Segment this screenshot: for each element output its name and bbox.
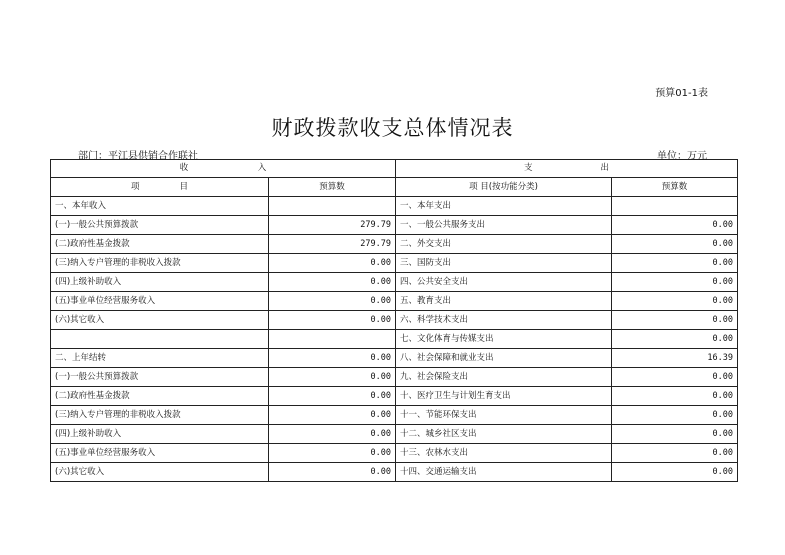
department-label: 部门：平江县供销合作联社 bbox=[78, 151, 198, 162]
expense-value-cell: 0.00 bbox=[612, 406, 738, 425]
income-item-cell: (一)一般公共预算拨款 bbox=[51, 216, 269, 235]
expense-item-cell: 十、医疗卫生与计划生育支出 bbox=[396, 387, 612, 406]
income-item-cell: (五)事业单位经营服务收入 bbox=[51, 444, 269, 463]
table-row bbox=[51, 387, 738, 406]
table-row bbox=[51, 349, 738, 368]
expense-item-cell: 十三、农林水支出 bbox=[396, 444, 612, 463]
expense-budget-header: 预算数 bbox=[612, 178, 738, 197]
expense-item-cell: 九、社会保险支出 bbox=[396, 368, 612, 387]
income-value-cell: 279.79 bbox=[269, 216, 396, 235]
expense-value-cell: 0.00 bbox=[612, 292, 738, 311]
income-item-cell: 二、上年结转 bbox=[51, 349, 269, 368]
income-item-cell: (六)其它收入 bbox=[51, 311, 269, 330]
form-code: 预算01-1表 bbox=[655, 88, 708, 99]
income-item-header bbox=[51, 178, 269, 197]
expense-item-cell: 二、外交支出 bbox=[396, 235, 612, 254]
table-row bbox=[51, 197, 738, 216]
expense-header-b: 出 bbox=[600, 163, 609, 173]
expense-item-cell: 十二、城乡社区支出 bbox=[396, 425, 612, 444]
income-item-cell bbox=[51, 330, 269, 349]
expense-item-cell: 八、社会保障和就业支出 bbox=[396, 349, 612, 368]
expense-item-header: 项 目(按功能分类) bbox=[396, 178, 612, 197]
table-row bbox=[51, 425, 738, 444]
income-value-cell: 279.79 bbox=[269, 235, 396, 254]
income-value-cell bbox=[269, 197, 396, 216]
income-value-cell: 0.00 bbox=[269, 425, 396, 444]
income-value-cell: 0.00 bbox=[269, 368, 396, 387]
expense-value-cell: 0.00 bbox=[612, 387, 738, 406]
table-row bbox=[51, 311, 738, 330]
income-item-header-b: 目 bbox=[179, 182, 189, 192]
page-title: 财政拨款收支总体情况表 bbox=[271, 116, 514, 140]
header-row-bottom bbox=[51, 178, 738, 197]
income-value-cell: 0.00 bbox=[269, 463, 396, 482]
income-header-b: 入 bbox=[257, 163, 267, 173]
expense-item-cell: 七、文化体育与传媒支出 bbox=[396, 330, 612, 349]
table-row bbox=[51, 368, 738, 387]
table-row bbox=[51, 330, 738, 349]
expense-value-cell: 0.00 bbox=[612, 368, 738, 387]
table-row bbox=[51, 254, 738, 273]
budget-table bbox=[50, 159, 738, 482]
expense-item-cell: 十一、节能环保支出 bbox=[396, 406, 612, 425]
income-value-cell: 0.00 bbox=[269, 444, 396, 463]
income-item-header-a: 项 bbox=[130, 182, 140, 192]
income-value-cell: 0.00 bbox=[269, 254, 396, 273]
income-header bbox=[51, 160, 396, 178]
income-value-cell: 0.00 bbox=[269, 292, 396, 311]
table-row bbox=[51, 216, 738, 235]
expense-header-a: 支 bbox=[523, 163, 533, 173]
income-item-cell: (一)一般公共预算拨款 bbox=[51, 368, 269, 387]
table-row bbox=[51, 273, 738, 292]
expense-value-cell: 0.00 bbox=[612, 463, 738, 482]
income-value-cell: 0.00 bbox=[269, 349, 396, 368]
expense-value-cell bbox=[612, 197, 738, 216]
income-item-cell: (四)上级补助收入 bbox=[51, 425, 269, 444]
table-row bbox=[51, 444, 738, 463]
expense-header bbox=[396, 160, 738, 178]
income-item-cell: (三)纳入专户管理的非税收入拨款 bbox=[51, 254, 269, 273]
expense-item-cell: 十四、交通运输支出 bbox=[396, 463, 612, 482]
expense-item-cell: 六、科学技术支出 bbox=[396, 311, 612, 330]
expense-item-cell: 五、教育支出 bbox=[396, 292, 612, 311]
expense-value-cell: 0.00 bbox=[612, 330, 738, 349]
expense-item-cell: 一、一般公共服务支出 bbox=[396, 216, 612, 235]
expense-value-cell: 0.00 bbox=[612, 425, 738, 444]
income-value-cell: 0.00 bbox=[269, 387, 396, 406]
expense-value-cell: 0.00 bbox=[612, 235, 738, 254]
table-row bbox=[51, 235, 738, 254]
income-item-cell: (三)纳入专户管理的非税收入拨款 bbox=[51, 406, 269, 425]
income-item-cell: (二)政府性基金拨款 bbox=[51, 387, 269, 406]
income-budget-header: 预算数 bbox=[269, 178, 396, 197]
expense-item-cell: 三、国防支出 bbox=[396, 254, 612, 273]
income-value-cell bbox=[269, 330, 396, 349]
table-row bbox=[51, 292, 738, 311]
income-item-cell: (六)其它收入 bbox=[51, 463, 269, 482]
income-value-cell: 0.00 bbox=[269, 273, 396, 292]
unit-label: 单位：万元 bbox=[657, 151, 707, 162]
table-body bbox=[51, 197, 738, 482]
expense-item-cell: 一、本年支出 bbox=[396, 197, 612, 216]
income-value-cell: 0.00 bbox=[269, 311, 396, 330]
income-item-cell: 一、本年收入 bbox=[51, 197, 269, 216]
expense-value-cell: 0.00 bbox=[612, 444, 738, 463]
income-value-cell: 0.00 bbox=[269, 406, 396, 425]
expense-value-cell: 0.00 bbox=[612, 254, 738, 273]
expense-value-cell: 0.00 bbox=[612, 273, 738, 292]
table-row bbox=[51, 406, 738, 425]
expense-item-cell: 四、公共安全支出 bbox=[396, 273, 612, 292]
income-header-a: 收 bbox=[179, 163, 189, 173]
expense-value-cell: 0.00 bbox=[612, 216, 738, 235]
expense-value-cell: 16.39 bbox=[612, 349, 738, 368]
table-row bbox=[51, 463, 738, 482]
expense-value-cell: 0.00 bbox=[612, 311, 738, 330]
header-row-top bbox=[51, 160, 738, 178]
income-item-cell: (五)事业单位经营服务收入 bbox=[51, 292, 269, 311]
income-item-cell: (二)政府性基金拨款 bbox=[51, 235, 269, 254]
income-item-cell: (四)上级补助收入 bbox=[51, 273, 269, 292]
